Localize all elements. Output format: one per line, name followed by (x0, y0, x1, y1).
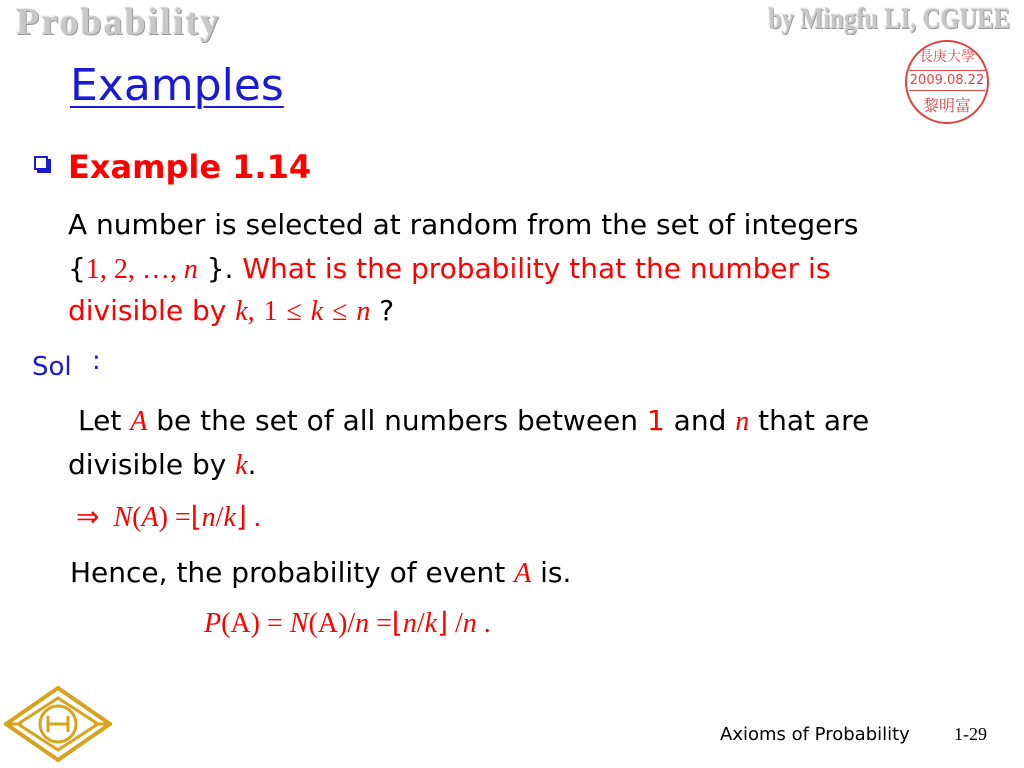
eq2-pA: (A) (221, 608, 260, 639)
eq2-floor-r: ⌋ (437, 608, 449, 639)
divisible-text: divisible by (68, 294, 236, 327)
eq1-rparen: ) (158, 502, 168, 533)
checkbox-bullet-icon (34, 156, 48, 170)
hence-A: A (514, 558, 532, 589)
seal-line-2: 2009.08.22 (909, 70, 985, 91)
implies-arrow: ⇒ (76, 502, 100, 533)
set-n: n (183, 254, 198, 285)
eq2-slash-3: / (455, 608, 463, 639)
eq2-n3: n (462, 608, 477, 639)
eq1-equals: = (174, 502, 191, 533)
eq1-lparen: ( (132, 502, 142, 533)
solution-colon: : (92, 346, 101, 376)
problem-line-2 (68, 252, 830, 286)
period: . (247, 448, 257, 481)
eq2-equals-2: = (376, 608, 392, 639)
footer-topic: Axioms of Probability (720, 724, 910, 745)
eq2-n2: n (402, 608, 417, 639)
hence-is: is. (531, 556, 572, 589)
eq1-A: A (141, 502, 159, 533)
hence-text: Hence, the probability of event (70, 556, 515, 589)
let-text: Let (78, 404, 131, 437)
problem-line-1: A number is selected at random from the set of integers (68, 208, 859, 241)
eq1-N: N (113, 502, 133, 533)
eq2-N: N (289, 608, 309, 639)
num-one: 1 (263, 296, 278, 327)
eq2-k: k (424, 608, 438, 639)
university-logo-icon (2, 682, 114, 764)
seal-stamp (905, 40, 989, 124)
question-text: What is the probability that the number is (242, 252, 831, 285)
problem-line-3 (68, 294, 394, 328)
header-course-title: Probability (16, 1, 221, 43)
hence-line (70, 556, 571, 590)
var-k: k, (235, 296, 255, 327)
le-sign: ≤ (286, 296, 302, 327)
seal-line-1: 長庚大學 (919, 49, 975, 65)
eq1-slash: / (215, 502, 224, 533)
slide-title: Examples (70, 60, 284, 111)
eq1-floor-r: ⌋ (235, 502, 247, 533)
solution-line-2 (68, 448, 257, 482)
eq2-P: P (204, 608, 222, 639)
let-text-2: be the set of all numbers between (147, 404, 647, 437)
eq1-n: n (201, 502, 216, 533)
eq2-slash-n: / (347, 608, 356, 639)
eq2-floor-l: ⌊ (391, 608, 403, 639)
eq2-dot: . (483, 608, 491, 639)
question-mark: ? (379, 294, 395, 327)
equation-2 (204, 606, 491, 640)
seal-line-3: 黎明富 (922, 96, 971, 115)
footer-page-number: 1-29 (954, 724, 987, 744)
var-k-sol: k (235, 450, 248, 481)
equation-1 (76, 500, 261, 534)
eq1-k: k (223, 502, 236, 533)
set-brace-close: }. (206, 252, 234, 285)
var-n: n (356, 296, 371, 327)
event-A: A (130, 406, 148, 437)
eq2-slash: / (416, 608, 425, 639)
solution-label: Sol (32, 352, 72, 382)
and-text: and (664, 404, 736, 437)
eq2-nA: (A) (308, 608, 348, 639)
eq2-n: n (355, 608, 370, 639)
example-title: Example 1.14 (68, 148, 312, 186)
eq1-floor-l: ⌊ (190, 502, 202, 533)
le-sign-2: ≤ (332, 296, 348, 327)
divisible-text-2: divisible by (68, 448, 236, 481)
num-one-sol: 1 (646, 404, 665, 437)
that-are-text: that are (749, 404, 870, 437)
header-author: by Mingfu LI, CGUEE (768, 2, 1010, 35)
set-brace-open: { (68, 252, 86, 285)
eq2-equals: = (266, 608, 283, 639)
set-elements: 1, 2, …, (85, 254, 184, 285)
solution-line-1 (78, 404, 869, 438)
eq1-dot: . (253, 502, 261, 533)
var-k2: k (310, 296, 324, 327)
var-n-sol: n (735, 406, 750, 437)
